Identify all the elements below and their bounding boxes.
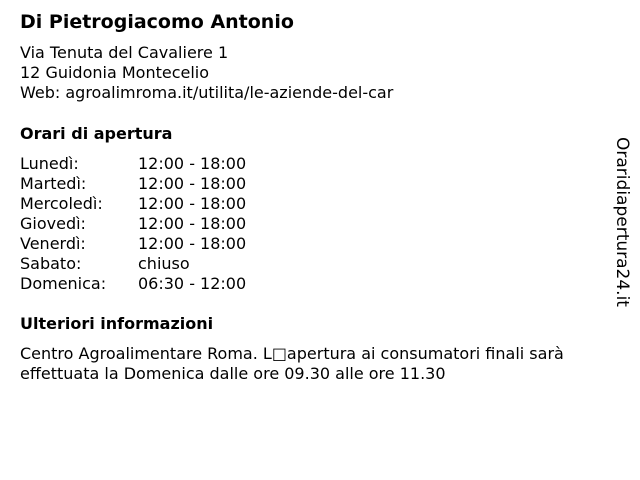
hours-time: 12:00 - 18:00 [138, 194, 247, 213]
additional-info-text: Centro Agroalimentare Roma. L□apertura ai consumatori finali sarà effettuata la Domenica dalle ore 09.30 alle ore 11.30 [20, 344, 564, 383]
business-name: Di Pietrogiacomo Antonio [20, 11, 294, 33]
hours-day: Venerdì: [20, 234, 86, 253]
hours-row-friday [20, 234, 246, 254]
hours-day: Giovedì: [20, 214, 86, 233]
hours-time: chiuso [138, 254, 190, 273]
hours-time: 12:00 - 18:00 [138, 214, 247, 233]
site-brand-vertical: Oraridiapertura24.it [612, 137, 632, 307]
hours-time: 06:30 - 12:00 [138, 274, 247, 293]
hours-day: Mercoledì: [20, 194, 103, 213]
hours-row-saturday [20, 254, 246, 274]
hours-row-sunday [20, 274, 246, 294]
hours-row-monday [20, 154, 246, 174]
business-address [20, 43, 393, 103]
website-link[interactable]: Web: agroalimroma.it/utilita/le-aziende-del-car [20, 83, 394, 102]
opening-hours-table [20, 154, 246, 294]
hours-time: 12:00 - 18:00 [138, 234, 247, 253]
hours-row-thursday [20, 214, 246, 234]
additional-info-heading: Ulteriori informazioni [20, 314, 214, 333]
hours-row-tuesday [20, 174, 246, 194]
hours-day: Sabato: [20, 254, 82, 273]
opening-hours-heading: Orari di apertura [20, 124, 173, 143]
hours-day: Domenica: [20, 274, 107, 293]
hours-time: 12:00 - 18:00 [138, 174, 247, 193]
hours-day: Martedì: [20, 174, 87, 193]
hours-day: Lunedì: [20, 154, 79, 173]
address-street: Via Tenuta del Cavaliere 1 [20, 43, 229, 62]
address-city: 12 Guidonia Montecelio [20, 63, 210, 82]
hours-time: 12:00 - 18:00 [138, 154, 247, 173]
hours-row-wednesday [20, 194, 246, 214]
